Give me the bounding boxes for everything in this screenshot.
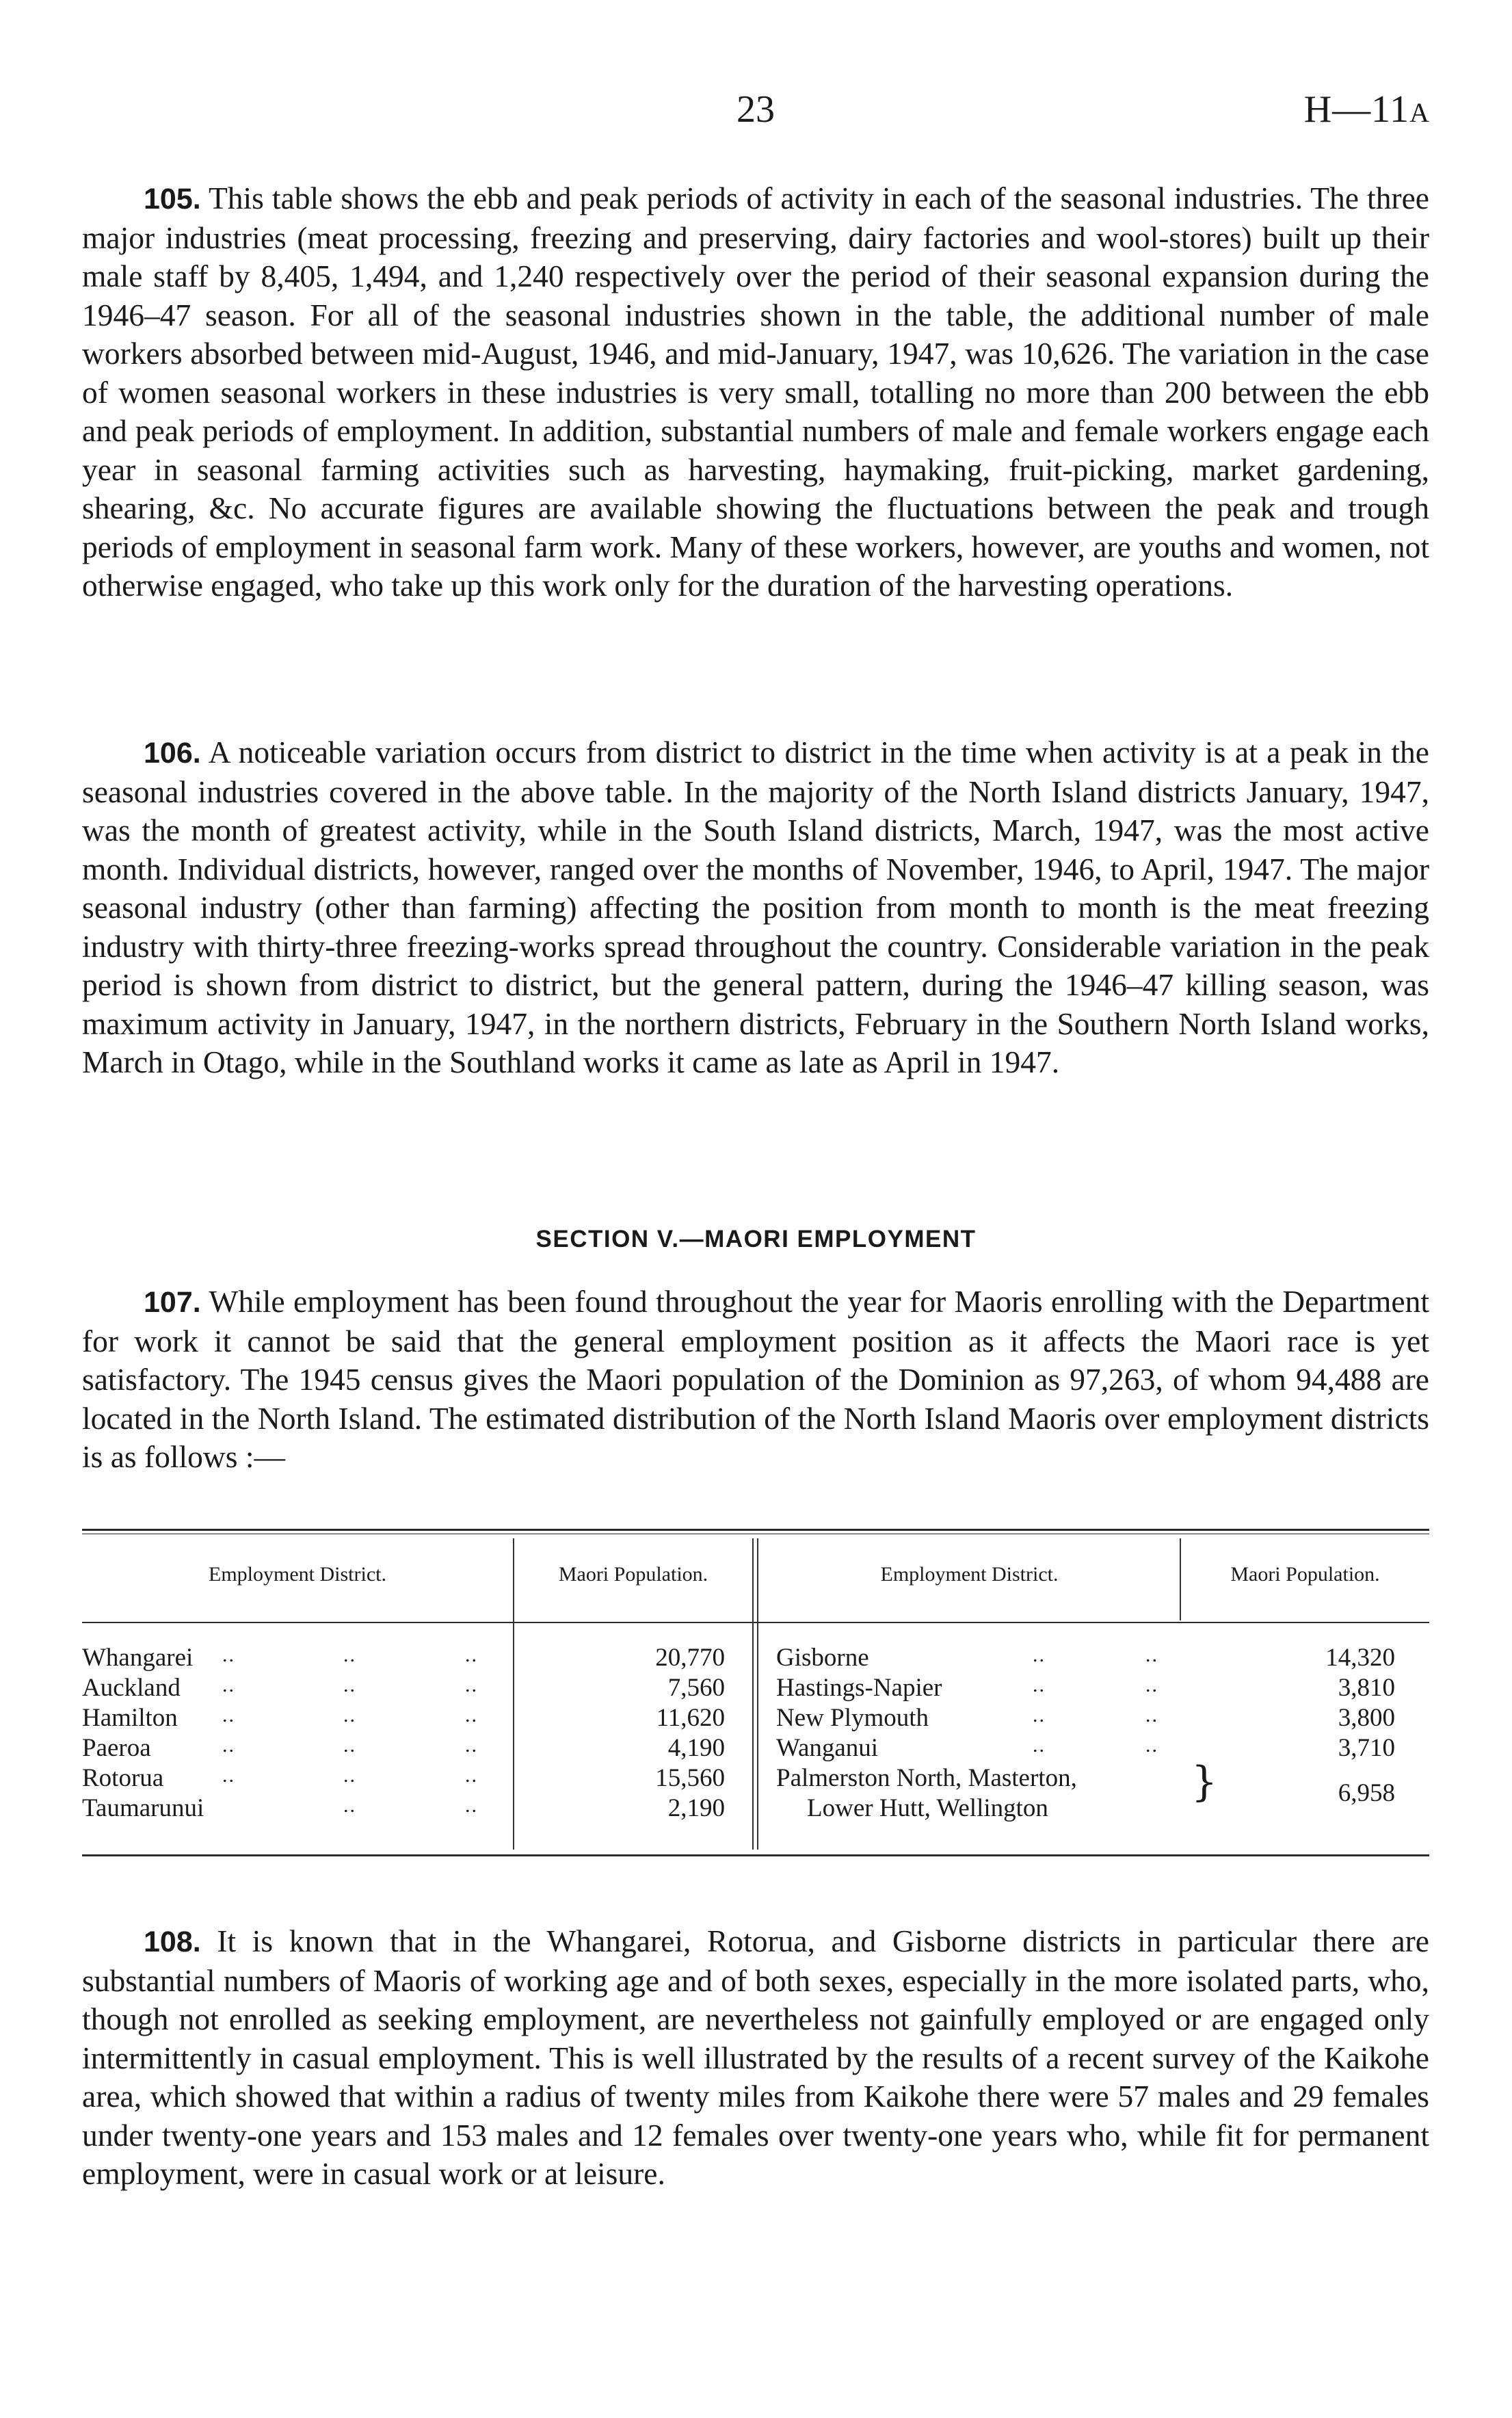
- leader-dots: ..: [1033, 1704, 1046, 1726]
- population-value: 7,560: [667, 1674, 725, 1702]
- paragraph-105: [82, 179, 1429, 605]
- leader-dots: ..: [465, 1734, 478, 1757]
- document-code-suffix: A: [1409, 97, 1430, 128]
- column-header: Maori Population.: [558, 1563, 708, 1586]
- district-name: Rotorua: [82, 1764, 164, 1792]
- leader-dots: ..: [465, 1794, 478, 1817]
- leader-dots: ..: [343, 1704, 356, 1726]
- paragraph-number: 108.: [144, 1926, 201, 1958]
- brace-icon: }: [1191, 1758, 1218, 1806]
- population-value: 3,810: [1338, 1674, 1395, 1702]
- paragraph-number: 107.: [144, 1286, 201, 1319]
- page-number: 23: [737, 88, 775, 131]
- section-title: SECTION V.—MAORI EMPLOYMENT: [535, 1226, 977, 1252]
- leader-dots: ..: [1033, 1674, 1046, 1696]
- leader-dots: ..: [1145, 1674, 1158, 1696]
- leader-dots: ..: [1033, 1734, 1046, 1757]
- table-bottom-rule: [82, 1854, 1429, 1856]
- paragraph-106: [82, 733, 1429, 1082]
- column-header: Employment District.: [880, 1563, 1059, 1586]
- paragraph-number: 106.: [144, 737, 201, 770]
- district-name: Whangarei: [82, 1644, 194, 1672]
- district-name: Hastings-Napier: [776, 1674, 942, 1702]
- district-name: Hamilton: [82, 1704, 178, 1732]
- population-value: 14,320: [1325, 1644, 1395, 1672]
- leader-dots: ..: [1033, 1644, 1046, 1666]
- district-name: Paeroa: [82, 1734, 151, 1762]
- leader-dots: ..: [222, 1674, 235, 1696]
- column-divider-double: [757, 1538, 758, 1850]
- leader-dots: ..: [343, 1674, 356, 1696]
- leader-dots: ..: [465, 1704, 478, 1726]
- leader-dots: ..: [465, 1764, 478, 1787]
- paragraph-number: 105.: [144, 183, 201, 215]
- leader-dots: ..: [343, 1764, 356, 1787]
- leader-dots: ..: [222, 1764, 235, 1787]
- paragraph-text: It is known that in the Whangarei, Rotorua, and Gisborne districts in particular there are substantial numbers of Maoris of working age and of both sexes, especially in the more isolated parts, who, though not enrolled as seeking employment, are nevertheless not gainfully employed or are engaged only intermittently in casual employment. This is well illustrated by the results of a recent survey of the Kaikohe area, which showed that within a radius of twenty miles from Kaikohe there were 57 males and 29 females under twenty-one years and 153 males and 12 females over twenty-one years who, while fit for permanent employment, were in casual work or at leisure.: [82, 1923, 1429, 2191]
- leader-dots: ..: [1145, 1704, 1158, 1726]
- district-name: Palmerston North, Masterton,: [776, 1764, 1077, 1792]
- population-value: 3,710: [1338, 1734, 1395, 1762]
- district-name: Gisborne: [776, 1644, 869, 1672]
- column-divider-double: [752, 1538, 754, 1850]
- population-value: 11,620: [656, 1704, 725, 1732]
- paragraph-text: This table shows the ebb and peak periods of activity in each of the seasonal industries. The three major industries (meat processing, freezing and preserving, dairy factories and wool-stores) built up their male staff by 8,405, 1,494, and 1,240 respectively over the period of their seasonal expansion during the 1946–47 season. For all of the seasonal industries shown in the table, the additional number of male workers absorbed between mid-August, 1946, and mid-January, 1947, was 10,626. The variation in the case of women seasonal workers in these industries is very small, totalling no more than 200 between the ebb and peak periods of employment. In addition, substantial numbers of male and female workers engage each year in seasonal farming activities such as harvesting, haymaking, fruit-picking, market gardening, shearing, &c. No accurate figures are available showing the fluctuations between the peak and trough periods of employment in seasonal farm work. Many of these workers, however, are youths and women, not otherwise engaged, who take up this work only for the duration of the harvesting operations.: [82, 181, 1429, 603]
- paragraph-107: [82, 1283, 1429, 1477]
- population-value: 2,190: [667, 1794, 725, 1822]
- leader-dots: ..: [343, 1734, 356, 1757]
- population-value: 15,560: [655, 1764, 725, 1792]
- leader-dots: ..: [222, 1644, 235, 1666]
- district-name: Taumarunui: [82, 1794, 204, 1822]
- paragraph-text: A noticeable variation occurs from district to district in the time when activity is at a peak in the seasonal industries covered in the above table. In the majority of the North Island districts January, 1947, was the month of greatest activity, while in the South Island districts, March, 1947, was the most active month. Individual districts, however, ranged over the months of November, 1946, to April, 1947. The major seasonal industry (other than farming) affecting the position from month to month is the meat freezing industry with thirty-three freezing-works spread throughout the country. Considerable variation in the peak period is shown from district to district, but the general pattern, during the 1946–47 killing season, was maximum activity in January, 1947, in the northern districts, February in the Southern North Island works, March in Otago, while in the Southland works it came as late as April in 1947.: [82, 735, 1429, 1079]
- population-value: 6,958: [1338, 1779, 1395, 1807]
- paragraph-108: [82, 1922, 1429, 2194]
- population-value: 3,800: [1338, 1704, 1395, 1732]
- district-name: Auckland: [82, 1674, 181, 1702]
- maori-population-table: [82, 1529, 1429, 1857]
- population-value: 20,770: [655, 1644, 725, 1672]
- leader-dots: ..: [222, 1734, 235, 1757]
- district-name: Lower Hutt, Wellington: [807, 1794, 1048, 1822]
- population-value: 4,190: [667, 1734, 725, 1762]
- table-header-rule: [82, 1622, 1429, 1623]
- district-name: New Plymouth: [776, 1704, 929, 1732]
- paragraph-text: While employment has been found throughout the year for Maoris enrolling with the Department for work it cannot be said that the general employment position as it affects the Maori race is yet satisfactory. The 1945 census gives the Maori population of the Dominion as 97,263, of whom 94,488 are located in the North Island. The estimated distribution of the North Island Maoris over employment districts is as follows :—: [82, 1284, 1430, 1474]
- district-name: Wanganui: [776, 1734, 879, 1762]
- leader-dots: ..: [1145, 1644, 1158, 1666]
- leader-dots: ..: [465, 1674, 478, 1696]
- document-code-main: H—11: [1303, 88, 1410, 131]
- leader-dots: ..: [465, 1644, 478, 1666]
- leader-dots: ..: [343, 1644, 356, 1666]
- column-header: Employment District.: [209, 1563, 386, 1586]
- leader-dots: ..: [343, 1794, 356, 1817]
- leader-dots: ..: [1145, 1734, 1158, 1757]
- column-header: Maori Population.: [1230, 1563, 1380, 1586]
- leader-dots: ..: [222, 1704, 235, 1726]
- table-top-rule: [82, 1529, 1429, 1531]
- document-code: [1304, 88, 1430, 131]
